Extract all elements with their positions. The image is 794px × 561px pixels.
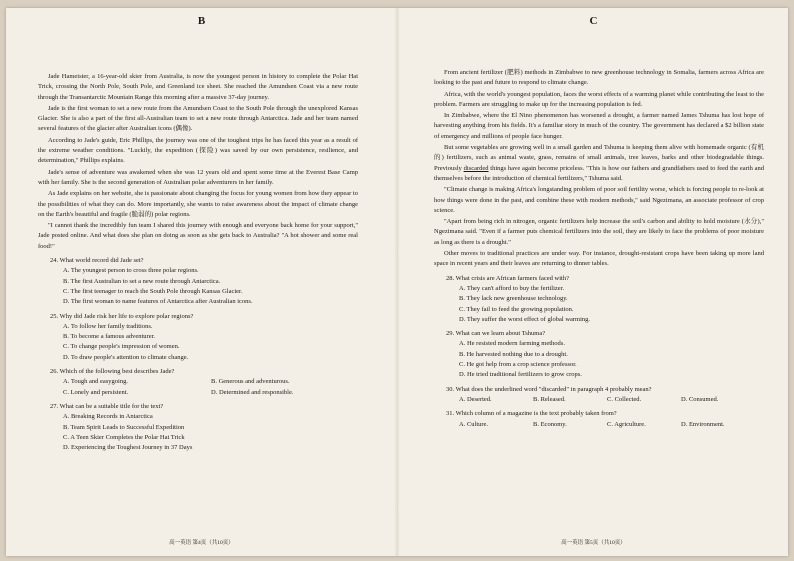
left-page: [6, 8, 397, 556]
question-27-option-c: C. A Teen Skier Completes the Polar Hat Trick: [63, 433, 185, 441]
right-page: [397, 8, 789, 556]
question-26-options: [63, 377, 358, 398]
question-26-stem: 26. Which of the following best describes Jade?: [50, 368, 175, 376]
question-30-option-d: D. Consumed.: [681, 395, 719, 403]
question-31-options: [459, 420, 764, 430]
question-28-option-b: B. They lack new greenhouse technology.: [459, 295, 568, 303]
question-28-option-a: A. They can't afford to buy the fertilizer.: [459, 284, 565, 292]
passage-c-paragraph-3: In Zimbabwe, where the El Nino phenomenon has worsened a drought, a farmer named James Tshuma has lost hope of harvesting anything from his fields. It's a familiar story in much of the country. The government has declared a $2 billion state of emergency and millions of people face hunger.: [434, 112, 764, 140]
question-27-stem: 27. What can be a suitable title for the text?: [50, 402, 164, 410]
passage-b-column: [38, 72, 358, 453]
question-25-option-c: C. To change people's impression of women.: [63, 343, 180, 351]
underlined-word: discarded: [463, 164, 489, 172]
question-29-option-b: B. He harvested nothing due to a drought.: [459, 350, 568, 358]
question-26-option-a: A. Tough and easygoing.: [63, 378, 128, 386]
question-28-option-c: C. They fail to feed the growing population.: [459, 305, 574, 313]
question-30-options: [459, 395, 764, 405]
question-28-stem: 28. What crisis are African farmers faced with?: [446, 274, 569, 282]
passage-b-paragraph-3: According to Jade's guide, Eric Phillips, the journey was one of the toughest trips he has faced this year as a result of the extreme weather conditions. "Luckily, the expedition (探险) was saved by our own persistence, resilience, and determination," Phillips explains.: [38, 136, 358, 165]
passage-c-heading: C: [589, 15, 598, 27]
question-30-stem: 30. What does the underlined word "discarded" in paragraph 4 probably mean?: [446, 385, 652, 393]
question-29-option-c: C. He got help from a crop science professor.: [459, 361, 577, 369]
question-24-option-d: D. The first woman to name features of Antarctica after Australian icons.: [63, 298, 253, 306]
question-27-option-d: D. Experiencing the Toughest Journey in 37 Days: [63, 444, 193, 452]
question-31-option-d: D. Environment.: [681, 420, 725, 428]
paragraph-4-end: things have again become priceless. "This is how our fathers and grandfathers used to feed the earth and themselves before the introduction of chemical fertilizers," Tshuma said.: [434, 164, 764, 182]
question-25-option-a: A. To follow her family traditions.: [63, 322, 153, 330]
passage-b-heading: B: [197, 15, 206, 27]
paragraph-4-start: But some vegetables are growing well in a small garden and Tshuma is keeping them alive with homemade organic (有机的) fertilizers, such as animal waste, grass, remains of small animals, tree leaves, barks and other biodegradable things. Previously: [434, 144, 764, 172]
passage-b-paragraph-5: As Jade explains on her website, she is passionate about changing the focus for young women from how they appear to the possibilities of what they can do. More importantly, she wants to raise awareness about the impact of climate change on the Earth's beautiful and fragile (脆弱的) polar regions.: [38, 190, 358, 218]
question-27-option-a: A. Breaking Records in Antarctica: [63, 413, 153, 421]
question-27-option-b: B. Team Spirit Leads to Successful Expedition: [63, 423, 185, 431]
question-24-option-c: C. The first teenager to reach the South Pole through Kansas Glacier.: [63, 287, 243, 295]
question-28-option-d: D. They suffer the worst effect of global warming.: [459, 315, 591, 323]
left-page-footer: 高一英语 第4页（共10页）: [169, 540, 234, 546]
question-29-option-d: D. He tried traditional fertilizers to grow crops.: [459, 371, 582, 379]
question-26-option-b: B. Generous and adventurous.: [211, 378, 290, 386]
question-25-option-d: D. To draw people's attention to climate change.: [63, 353, 189, 361]
passage-b-paragraph-4: Jade's sense of adventure was awakened when she was 12 years old and spent some time at the Everest Base Camp with her family. She is the second generation of Australian polar adventurers in her family.: [38, 168, 358, 186]
passage-c-column: [434, 68, 764, 430]
question-25-option-b: B. To become a famous adventurer.: [63, 333, 156, 341]
question-24-option-a: A. The youngest person to cross three polar regions.: [63, 267, 199, 275]
passage-b-paragraph-1: Jade Hameister, a 16-year-old skier from Australia, is now the youngest person in history to complete the Polar Hat Trick, crossing the North Pole, South Pole, and Greenland ice sheet. She reached the Amundsen Coast via a new route through the Transantarctic Mountain Range this morning after a massive 37-day journey.: [38, 73, 358, 101]
question-30-option-a: A. Deserted.: [459, 395, 492, 403]
passage-b-paragraph-6: "I cannot thank the incredibly fun team I shared this journey with enough and everyone back home for your support," Jade posted online. And what does she plan on doing as soon as she gets back to Australia? "A hot shower and some real food!": [38, 222, 358, 250]
question-30-option-c: C. Collected.: [607, 395, 642, 403]
passage-c-paragraph-4: [434, 143, 764, 184]
passage-b-paragraph-2: Jade is the first woman to set a new route from the Amundsen Coast to the South Pole through the unexplored Kansas Glacier. She is also a part of the first all-Australian team to set a new route through Antarctica. Jade and her team named several features of the glacier after Australian icons (偶像).: [38, 104, 358, 133]
question-31-option-c: C. Agriculture.: [607, 420, 646, 428]
question-24-option-b: B. The first Australian to set a new route through Antarctica.: [63, 277, 221, 285]
question-31-option-a: A. Culture.: [459, 420, 489, 428]
passage-c-paragraph-5: "Climate change is making Africa's longstanding problem of poor soil fertility worse, which is forcing people to re-look at how things were done in the past, and combine these with modern methods," said Ngezimana, an associate professor of crop science.: [434, 186, 764, 214]
exam-sheet: [6, 8, 788, 556]
question-31-stem: 31. Which column of a magazine is the text probably taken from?: [446, 410, 617, 418]
passage-c-paragraph-6: "Apart from being rich in nitrogen, organic fertilizers help increase the soil's carbon and ability to hold moisture (水分)," Ngezimana said. "Even if a farmer puts chemical fertilizers into the soil, they are likely to face the problems of poor moisture as long as there is a drought.": [434, 218, 764, 246]
passage-c-paragraph-1: From ancient fertilizer (肥料) methods in Zimbabwe to new greenhouse technology in Somalia, farmers across Africa are looking to the past and future to respond to climate change.: [434, 69, 764, 87]
right-page-footer: 高一英语 第5页（共10页）: [561, 540, 626, 546]
passage-c-paragraph-2: Africa, with the world's youngest population, faces the worst effects of a warming planet while contributing the least to the problem. Farmers are struggling to make up for the increasing population is fed.: [434, 90, 764, 108]
question-29-stem: 29. What can we learn about Tshuma?: [446, 330, 546, 338]
question-25-stem: 25. Why did Jade risk her life to explore polar regions?: [50, 312, 194, 320]
question-26-option-c: C. Lonely and persistent.: [63, 388, 129, 396]
question-24-stem: 24. What world record did Jade set?: [50, 257, 144, 265]
question-29-option-a: A. He resisted modern farming methods.: [459, 340, 565, 348]
passage-c-paragraph-7: Other moves to traditional practices are under way. For instance, drought-resistant crops have been taking up more land space in recent years and their leaves are returning to dinner tables.: [434, 250, 764, 268]
question-31-option-b: B. Economy.: [533, 420, 567, 428]
question-26-option-d: D. Determined and responsible.: [211, 388, 294, 396]
question-30-option-b: B. Released.: [533, 395, 566, 403]
